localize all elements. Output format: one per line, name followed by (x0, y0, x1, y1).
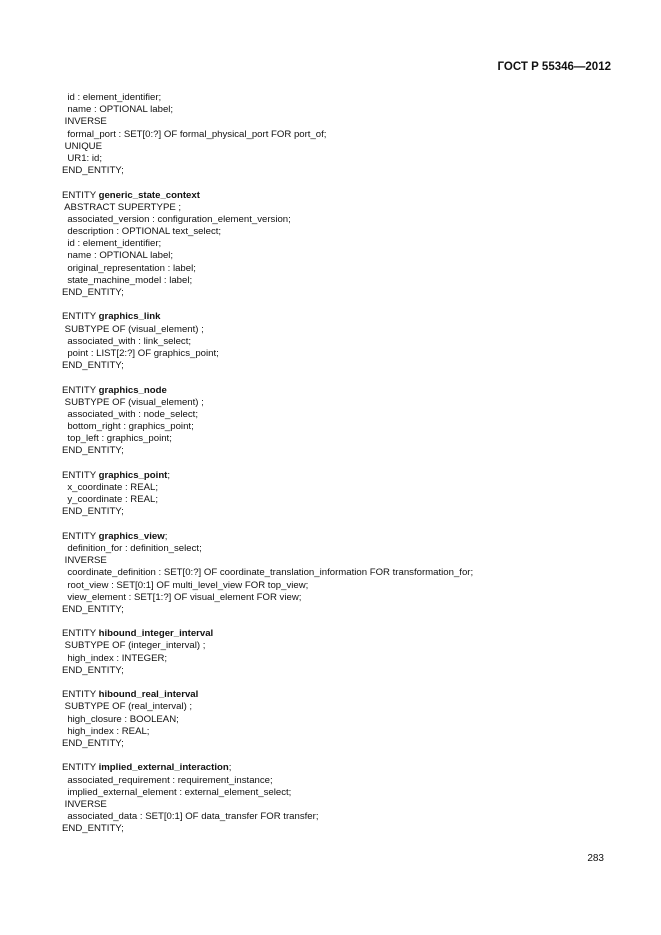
entity-name: graphics_view (98, 530, 165, 542)
code-line (62, 202, 473, 214)
code-text: associated_version : configuration_element_version; (67, 213, 291, 225)
code-text: INVERSE (64, 116, 107, 128)
entity-declaration-line (62, 190, 473, 202)
code-line (62, 360, 473, 372)
code-text: END_ENTITY; (62, 506, 124, 518)
entity-keyword: ENTITY (62, 530, 99, 542)
code-line (62, 604, 473, 616)
entity-declaration-line (62, 628, 473, 640)
code-text: formal_port : SET[0:?] OF formal_physical_port FOR port_of; (67, 128, 327, 140)
entity-declaration-line (62, 689, 473, 701)
entity-keyword: ENTITY (62, 689, 99, 701)
code-line (62, 592, 473, 604)
code-text: implied_external_element : external_element_select; (67, 786, 292, 798)
code-line (62, 226, 473, 238)
code-line (62, 165, 473, 177)
code-line (62, 275, 473, 287)
code-line (62, 129, 473, 141)
code-line (62, 519, 473, 531)
code-line (62, 324, 473, 336)
entity-suffix: ; (228, 762, 232, 774)
entity-declaration-line (62, 531, 473, 543)
entity-keyword: ENTITY (62, 628, 99, 640)
code-line (62, 397, 473, 409)
code-text: view_element : SET[1:?] OF visual_element FOR view; (67, 591, 302, 603)
document-standard-header: ГОСТ Р 55346—2012 (497, 61, 611, 73)
code-line (62, 153, 473, 165)
code-line (62, 787, 473, 799)
code-text: UNIQUE (64, 140, 102, 152)
entity-declaration-line (62, 311, 473, 323)
code-line (62, 372, 473, 384)
code-text: high_index : REAL; (67, 725, 150, 737)
code-text: name : OPTIONAL label; (67, 250, 174, 262)
code-line (62, 543, 473, 555)
code-text: END_ENTITY; (62, 165, 124, 177)
code-line (62, 92, 473, 104)
code-text: high_closure : BOOLEAN; (67, 713, 179, 725)
code-line (62, 482, 473, 494)
code-line (62, 421, 473, 433)
code-text: id : element_identifier; (67, 238, 162, 250)
code-line (62, 726, 473, 738)
code-text: description : OPTIONAL text_select; (67, 226, 222, 238)
code-text: original_representation : label; (67, 262, 196, 274)
code-line (62, 616, 473, 628)
code-line (62, 750, 473, 762)
code-line (62, 263, 473, 275)
code-line (62, 287, 473, 299)
code-text: UR1: id; (67, 152, 102, 164)
code-text: associated_with : link_select; (67, 335, 192, 347)
entity-name: graphics_link (98, 311, 161, 323)
code-text: END_ENTITY; (62, 287, 124, 298)
code-line (62, 141, 473, 153)
page-number: 283 (587, 853, 604, 864)
entity-keyword: ENTITY (62, 469, 99, 481)
code-text: high_index : INTEGER; (67, 652, 168, 664)
entity-keyword: ENTITY (62, 311, 99, 323)
code-line (62, 701, 473, 713)
code-text: INVERSE (64, 555, 107, 567)
code-text: coordinate_definition : SET[0:?] OF coordinate_translation_information FOR transformation_for; (67, 567, 474, 579)
code-line (62, 567, 473, 579)
code-text: END_ENTITY; (62, 664, 124, 676)
code-line (62, 348, 473, 360)
code-text: SUBTYPE OF (integer_interval) ; (64, 640, 206, 652)
code-text: root_view : SET[0:1] OF multi_level_view FOR top_view; (67, 579, 309, 591)
express-schema-listing (62, 92, 473, 835)
code-text: END_ENTITY; (62, 445, 124, 457)
code-text: associated_data : SET[0:1] OF data_transfer FOR transfer; (67, 811, 319, 823)
entity-keyword: ENTITY (62, 762, 99, 774)
entity-name: generic_state_context (98, 189, 200, 201)
code-text: END_ENTITY; (62, 823, 124, 835)
code-line (62, 714, 473, 726)
code-line (62, 555, 473, 567)
code-line (62, 738, 473, 750)
code-line (62, 409, 473, 421)
code-line (62, 811, 473, 823)
code-line (62, 494, 473, 506)
code-line (62, 238, 473, 250)
code-line (62, 433, 473, 445)
code-line (62, 799, 473, 811)
entity-name: hibound_integer_interval (98, 628, 214, 640)
code-line (62, 823, 473, 835)
entity-name: graphics_node (98, 384, 167, 396)
code-line (62, 445, 473, 457)
entity-keyword: ENTITY (62, 384, 99, 396)
code-line (62, 640, 473, 652)
entity-declaration-line (62, 762, 473, 774)
code-line (62, 177, 473, 189)
entity-keyword: ENTITY (62, 189, 99, 201)
code-line (62, 214, 473, 226)
entity-name: hibound_real_interval (98, 689, 199, 701)
code-text: id : element_identifier; (67, 92, 162, 103)
code-line (62, 775, 473, 787)
code-text: state_machine_model : label; (67, 274, 193, 286)
code-line (62, 677, 473, 689)
entity-name: implied_external_interaction (98, 762, 229, 774)
code-text: ABSTRACT SUPERTYPE ; (64, 201, 182, 213)
code-text: associated_with : node_select; (67, 408, 199, 420)
code-line (62, 116, 473, 128)
code-text: associated_requirement : requirement_instance; (67, 774, 273, 786)
code-line (62, 506, 473, 518)
code-text: x_coordinate : REAL; (67, 482, 159, 493)
entity-declaration-line (62, 470, 473, 482)
code-text: END_ENTITY; (62, 360, 124, 372)
code-text: y_coordinate : REAL; (67, 494, 159, 506)
code-line (62, 665, 473, 677)
code-line (62, 299, 473, 311)
code-text: point : LIST[2:?] OF graphics_point; (67, 347, 219, 359)
code-line (62, 458, 473, 470)
code-text: END_ENTITY; (62, 603, 124, 615)
code-line (62, 250, 473, 262)
code-text: definition_for : definition_select; (67, 542, 202, 554)
entity-suffix: ; (167, 469, 171, 481)
code-line (62, 580, 473, 592)
code-text: END_ENTITY; (62, 737, 124, 749)
code-text: SUBTYPE OF (visual_element) ; (64, 323, 204, 335)
code-text: name : OPTIONAL label; (67, 104, 174, 116)
entity-suffix: ; (164, 530, 168, 542)
code-text: bottom_right : graphics_point; (67, 421, 194, 433)
code-line (62, 336, 473, 348)
code-text: SUBTYPE OF (real_interval) ; (64, 701, 193, 713)
entity-name: graphics_point (98, 469, 168, 481)
code-text: top_left : graphics_point; (67, 433, 172, 445)
code-line (62, 653, 473, 665)
code-text: SUBTYPE OF (visual_element) ; (64, 396, 204, 408)
entity-declaration-line (62, 385, 473, 397)
code-text: INVERSE (64, 798, 107, 810)
code-line (62, 104, 473, 116)
